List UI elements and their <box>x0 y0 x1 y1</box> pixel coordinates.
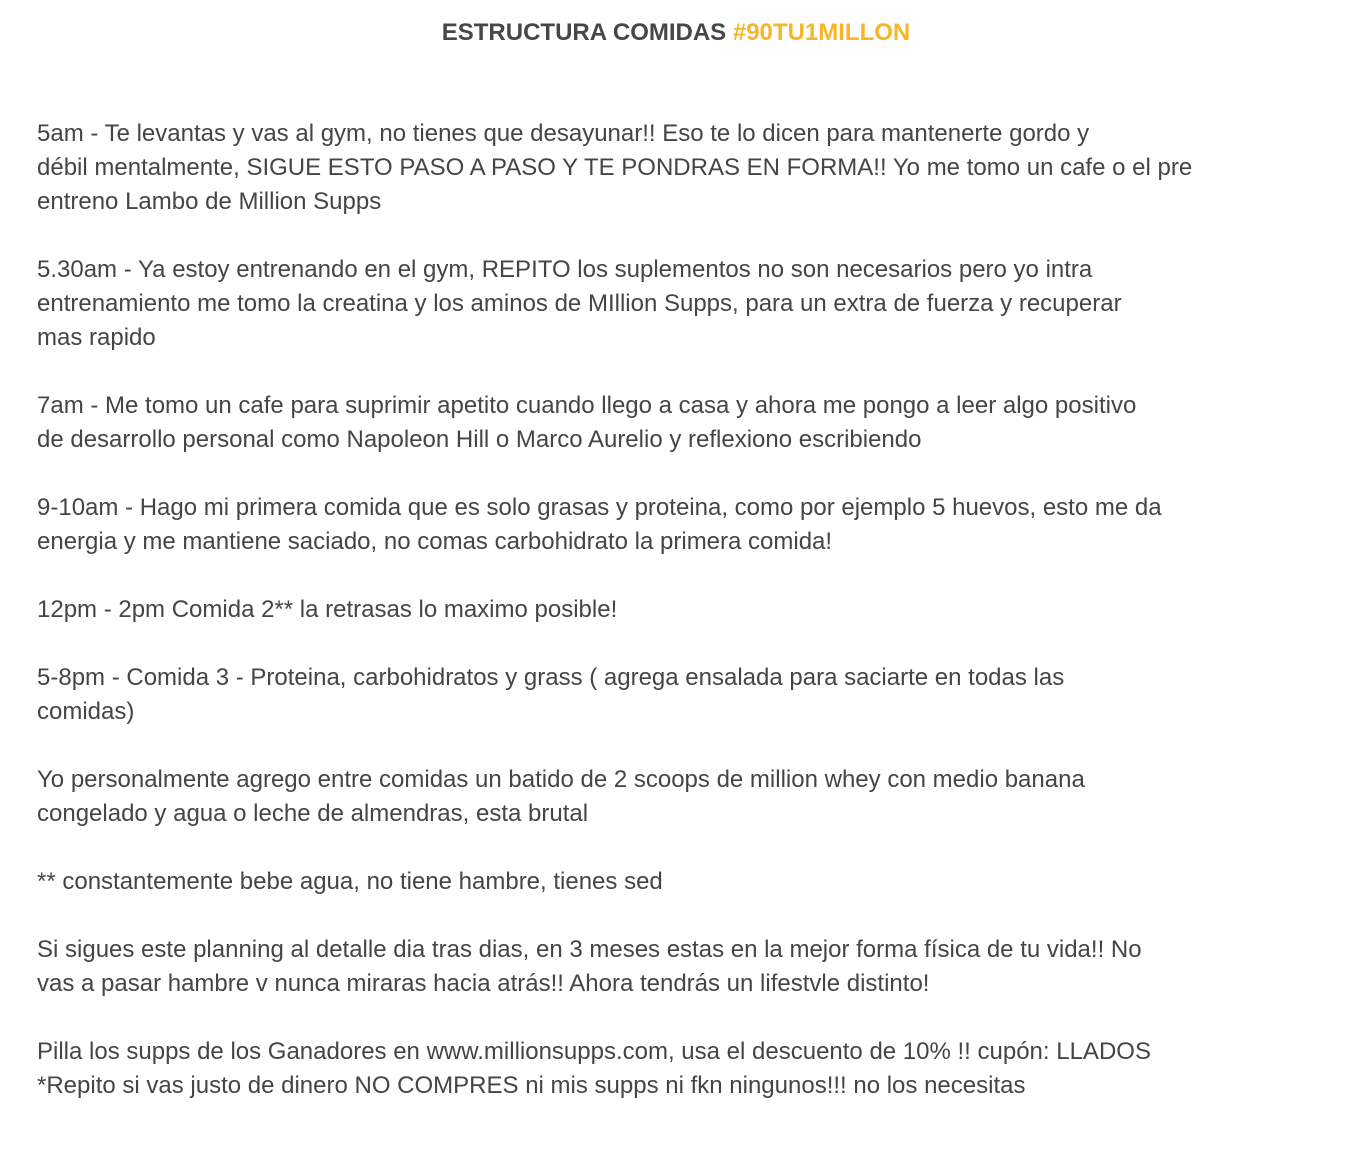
paragraph-line: vas a pasar hambre v nunca miraras hacia atrás!! Ahora tendrás un lifestvle distinto! <box>37 970 930 997</box>
paragraph <box>37 1035 1332 1103</box>
note-body[interactable] <box>37 117 1332 1137</box>
paragraph-line: entreno Lambo de Million Supps <box>37 188 382 215</box>
paragraph <box>37 491 1332 559</box>
paragraph-line: 12pm - 2pm Comida 2** la retrasas lo maximo posible! <box>37 596 618 623</box>
paragraph-line: Yo personalmente agrego entre comidas un batido de 2 scoops de million whey con medio banana <box>37 766 1085 793</box>
paragraph-line: 9-10am - Hago mi primera comida que es solo grasas y proteina, como por ejemplo 5 huevos, esto me da <box>37 494 1162 521</box>
paragraph <box>37 763 1332 831</box>
paragraph-line: 7am - Me tomo un cafe para suprimir apetito cuando llego a casa y ahora me pongo a leer algo positivo <box>37 392 1137 419</box>
paragraph <box>37 389 1332 457</box>
note-title <box>0 18 1352 48</box>
paragraph-line: Si sigues este planning al detalle dia tras dias, en 3 meses estas en la mejor forma física de tu vida!! No <box>37 936 1142 963</box>
paragraph-line: ** constantemente bebe agua, no tiene hambre, tienes sed <box>37 868 663 895</box>
paragraph <box>37 661 1332 729</box>
paragraph-line: débil mentalmente, SIGUE ESTO PASO A PASO Y TE PONDRAS EN FORMA!! Yo me tomo un cafe o el pre <box>37 154 1193 181</box>
paragraph <box>37 253 1332 355</box>
paragraph <box>37 593 1332 627</box>
paragraph-line: energia y me mantiene saciado, no comas carbohidrato la primera comida! <box>37 528 833 555</box>
paragraph <box>37 865 1332 899</box>
paragraph-line: 5am - Te levantas y vas al gym, no tienes que desayunar!! Eso te lo dicen para mantenerte gordo y <box>37 120 1090 147</box>
paragraph-line: Pilla los supps de los Ganadores en www.millionsupps.com, usa el descuento de 10% !! cupón: LLADOS <box>37 1038 1151 1065</box>
title-hashtag: #90TU1MILLON <box>732 19 911 46</box>
paragraph-line: congelado y agua o leche de almendras, esta brutal <box>37 800 589 827</box>
paragraph <box>37 933 1332 1001</box>
paragraph-line: 5.30am - Ya estoy entrenando en el gym, REPITO los suplementos no son necesarios pero yo intra <box>37 256 1093 283</box>
title-text: ESTRUCTURA COMIDAS <box>441 19 733 46</box>
paragraph-line: entrenamiento me tomo la creatina y los aminos de MIllion Supps, para un extra de fuerza y recuperar <box>37 290 1122 317</box>
paragraph <box>37 117 1332 219</box>
paragraph-line: comidas) <box>37 698 135 725</box>
paragraph-line: *Repito si vas justo de dinero NO COMPRES ni mis supps ni fkn ningunos!!! no los necesitas <box>37 1072 1026 1099</box>
paragraph-line: de desarrollo personal como Napoleon Hill o Marco Aurelio y reflexiono escribiendo <box>37 426 922 453</box>
paragraph-line: mas rapido <box>37 324 156 351</box>
paragraph-line: 5-8pm - Comida 3 - Proteina, carbohidratos y grass ( agrega ensalada para saciarte en todas las <box>37 664 1065 691</box>
